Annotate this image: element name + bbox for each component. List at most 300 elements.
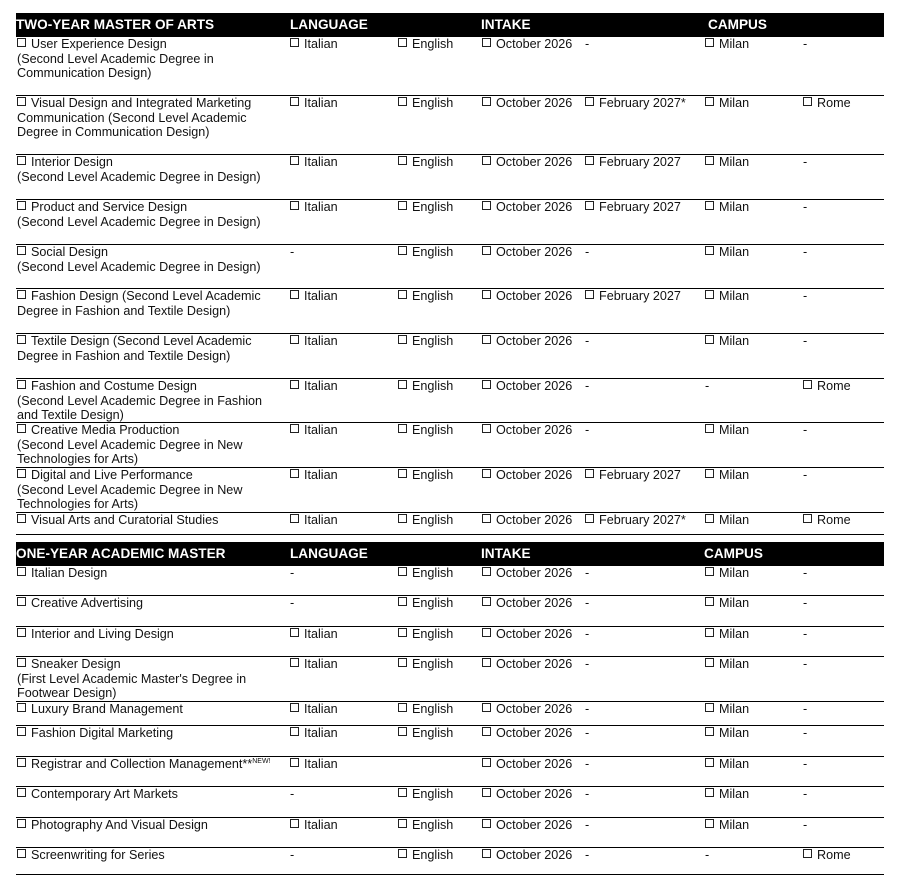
programme-checkbox[interactable]: [17, 727, 26, 736]
cell-campus2: [803, 627, 807, 642]
cell-intake2: [585, 596, 589, 611]
programme-title: Italian Design: [31, 566, 108, 580]
intake2-checkbox[interactable]: [585, 469, 594, 478]
header-language: LANGUAGE: [290, 17, 368, 32]
campus1-checkbox[interactable]: [705, 156, 714, 165]
cell-italian: [290, 334, 338, 349]
campus1-label: -: [705, 848, 710, 862]
campus1-checkbox[interactable]: [705, 469, 714, 478]
italian-checkbox[interactable]: [290, 201, 299, 210]
english-checkbox[interactable]: [398, 819, 407, 828]
intake2-checkbox[interactable]: [585, 514, 594, 523]
campus2-checkbox[interactable]: [803, 380, 812, 389]
campus1-checkbox[interactable]: [705, 703, 714, 712]
programme-name: [17, 818, 279, 833]
intake2-label: -: [585, 334, 590, 348]
intake2-label: -: [585, 657, 590, 671]
cell-intake1: [482, 96, 572, 111]
italian-label: Italian: [304, 702, 338, 716]
intake1-checkbox[interactable]: [482, 788, 491, 797]
intake1-label: October 2026: [496, 818, 573, 832]
campus2-label: -: [803, 289, 808, 303]
cell-italian: [290, 245, 294, 260]
programme-title: Luxury Brand Management: [31, 702, 183, 716]
intake1-checkbox[interactable]: [482, 758, 491, 767]
campus1-label: Milan: [719, 757, 750, 771]
cell-campus1: [705, 423, 749, 438]
campus1-checkbox[interactable]: [705, 819, 714, 828]
italian-label: Italian: [304, 423, 338, 437]
programme-subtitle-line: Communication (Second Level Academic: [17, 110, 247, 125]
intake2-checkbox[interactable]: [585, 290, 594, 299]
programme-checkbox[interactable]: [17, 758, 26, 767]
programme-checkbox[interactable]: [17, 97, 26, 106]
campus2-label: Rome: [817, 96, 851, 110]
italian-label: Italian: [304, 37, 338, 51]
italian-label: Italian: [304, 334, 338, 348]
english-label: English: [412, 818, 454, 832]
campus2-label: -: [803, 468, 808, 482]
cell-intake2: [585, 200, 681, 215]
intake1-checkbox[interactable]: [482, 469, 491, 478]
programme-checkbox[interactable]: [17, 156, 26, 165]
cell-campus1: [705, 289, 749, 304]
italian-label: -: [290, 596, 295, 610]
english-checkbox[interactable]: [398, 424, 407, 433]
campus2-label: -: [803, 334, 808, 348]
intake2-label: -: [585, 848, 590, 862]
cell-italian: [290, 596, 294, 611]
english-checkbox[interactable]: [398, 290, 407, 299]
header-title: ONE-YEAR ACADEMIC MASTER: [16, 546, 226, 561]
programme-name: [17, 757, 279, 772]
cell-campus2: [803, 726, 807, 741]
intake1-checkbox[interactable]: [482, 727, 491, 736]
programme-subtitle-line: (Second Level Academic Degree in Design): [17, 214, 261, 229]
cell-intake1: [482, 245, 572, 260]
cell-intake1: [482, 702, 572, 717]
italian-checkbox[interactable]: [290, 703, 299, 712]
intake1-checkbox[interactable]: [482, 246, 491, 255]
campus1-label: Milan: [719, 289, 750, 303]
programme-title: Fashion Design (Second Level Academic: [31, 289, 261, 303]
programme-checkbox[interactable]: [17, 788, 26, 797]
cell-campus1: [705, 596, 749, 611]
programme-checkbox[interactable]: [17, 201, 26, 210]
programme-checkbox[interactable]: [17, 514, 26, 523]
cell-intake1: [482, 848, 572, 863]
campus1-checkbox[interactable]: [705, 758, 714, 767]
cell-intake1: [482, 334, 572, 349]
table-row: [16, 37, 884, 96]
programme-title: Social Design: [31, 245, 109, 259]
italian-checkbox[interactable]: [290, 727, 299, 736]
programme-name: [17, 200, 279, 229]
english-label: English: [412, 513, 454, 527]
cell-campus1: [705, 848, 709, 863]
english-label: English: [412, 787, 454, 801]
cell-campus2: [803, 702, 807, 717]
intake1-checkbox[interactable]: [482, 38, 491, 47]
cell-intake1: [482, 566, 572, 581]
intake2-label: -: [585, 423, 590, 437]
cell-english: [398, 627, 453, 642]
cell-english: [398, 468, 453, 483]
english-label: English: [412, 289, 454, 303]
cell-campus2: [803, 657, 807, 672]
campus1-checkbox[interactable]: [705, 335, 714, 344]
italian-label: Italian: [304, 657, 338, 671]
cell-intake2: [585, 96, 686, 111]
campus2-label: -: [803, 627, 808, 641]
intake1-label: October 2026: [496, 787, 573, 801]
cell-intake1: [482, 596, 572, 611]
cell-intake2: [585, 627, 589, 642]
programme-checkbox[interactable]: [17, 658, 26, 667]
intake2-label: February 2027: [599, 289, 681, 303]
italian-label: -: [290, 245, 295, 259]
english-label: English: [412, 468, 454, 482]
programme-title: Product and Service Design: [31, 200, 188, 214]
cell-campus2: [803, 566, 807, 581]
campus1-checkbox[interactable]: [705, 246, 714, 255]
campus2-label: -: [803, 657, 808, 671]
italian-checkbox[interactable]: [290, 819, 299, 828]
italian-label: Italian: [304, 379, 338, 393]
italian-checkbox[interactable]: [290, 758, 299, 767]
cell-campus2: [803, 245, 807, 260]
programme-title: Sneaker Design: [31, 657, 121, 671]
cell-campus2: [803, 848, 851, 863]
cell-campus1: [705, 379, 709, 394]
italian-checkbox[interactable]: [290, 380, 299, 389]
intake1-checkbox[interactable]: [482, 380, 491, 389]
campus1-checkbox[interactable]: [705, 201, 714, 210]
intake2-label: -: [585, 726, 590, 740]
campus2-label: -: [803, 566, 808, 580]
cell-campus1: [705, 566, 749, 581]
italian-checkbox[interactable]: [290, 628, 299, 637]
intake2-checkbox[interactable]: [585, 97, 594, 106]
campus2-label: -: [803, 596, 808, 610]
table-row: [16, 245, 884, 289]
campus1-label: Milan: [719, 566, 750, 580]
programme-name: [17, 596, 279, 611]
intake1-label: October 2026: [496, 596, 573, 610]
english-label: English: [412, 379, 454, 393]
programme-checkbox[interactable]: [17, 469, 26, 478]
campus1-checkbox[interactable]: [705, 290, 714, 299]
table-row: [16, 757, 884, 787]
programme-title: User Experience Design: [31, 37, 167, 51]
programme-checkbox[interactable]: [17, 628, 26, 637]
english-label: English: [412, 566, 454, 580]
intake1-label: October 2026: [496, 566, 573, 580]
cell-intake1: [482, 37, 572, 52]
programme-checkbox[interactable]: [17, 246, 26, 255]
programme-subtitle-line: Technologies for Arts): [17, 497, 139, 511]
intake1-checkbox[interactable]: [482, 97, 491, 106]
italian-checkbox[interactable]: [290, 658, 299, 667]
cell-english: [398, 245, 453, 260]
intake1-checkbox[interactable]: [482, 849, 491, 858]
cell-campus2: [803, 818, 807, 833]
cell-english: [398, 379, 453, 394]
cell-intake2: [585, 566, 589, 581]
campus1-checkbox[interactable]: [705, 727, 714, 736]
intake2-label: February 2027: [599, 155, 681, 169]
cell-campus1: [705, 818, 749, 833]
english-checkbox[interactable]: [398, 567, 407, 576]
campus1-label: Milan: [719, 702, 750, 716]
english-checkbox[interactable]: [398, 380, 407, 389]
header-intake: INTAKE: [481, 17, 531, 32]
header-campus: CAMPUS: [708, 17, 767, 32]
cell-intake2: [585, 726, 589, 741]
english-label: English: [412, 423, 454, 437]
english-checkbox[interactable]: [398, 703, 407, 712]
intake1-label: October 2026: [496, 200, 573, 214]
campus1-checkbox[interactable]: [705, 38, 714, 47]
intake2-label: -: [585, 702, 590, 716]
cell-campus1: [705, 657, 749, 672]
programme-title: Visual Design and Integrated Marketing: [31, 96, 252, 110]
campus2-checkbox[interactable]: [803, 97, 812, 106]
english-label: English: [412, 702, 454, 716]
programme-checkbox[interactable]: [17, 819, 26, 828]
campus2-label: -: [803, 757, 808, 771]
intake2-label: -: [585, 757, 590, 771]
programme-subtitle-line: (Second Level Academic Degree in: [17, 51, 214, 66]
intake1-checkbox[interactable]: [482, 597, 491, 606]
campus1-checkbox[interactable]: [705, 567, 714, 576]
campus2-checkbox[interactable]: [803, 514, 812, 523]
cell-intake1: [482, 379, 572, 394]
programme-checkbox[interactable]: [17, 38, 26, 47]
programme-checkbox[interactable]: [17, 424, 26, 433]
cell-campus1: [705, 37, 749, 52]
cell-campus1: [705, 468, 749, 483]
english-label: English: [412, 96, 454, 110]
cell-italian: [290, 657, 338, 672]
table-row: [16, 787, 884, 818]
campus1-checkbox[interactable]: [705, 658, 714, 667]
intake2-label: -: [585, 379, 590, 393]
campus1-checkbox[interactable]: [705, 424, 714, 433]
intake1-checkbox[interactable]: [482, 201, 491, 210]
campus1-label: Milan: [719, 596, 750, 610]
intake2-label: -: [585, 566, 590, 580]
intake2-label: -: [585, 37, 590, 51]
programme-subtitle-line: Degree in Communication Design): [17, 125, 210, 139]
programme-subtitle-line: (Second Level Academic Degree in New: [17, 482, 243, 497]
cell-campus1: [705, 334, 749, 349]
programme-checkbox[interactable]: [17, 290, 26, 299]
intake1-label: October 2026: [496, 468, 573, 482]
header-language: LANGUAGE: [290, 546, 368, 561]
campus1-label: Milan: [719, 818, 750, 832]
cell-campus1: [705, 96, 749, 111]
intake1-checkbox[interactable]: [482, 514, 491, 523]
programme-subtitle-line: (Second Level Academic Degree in Design): [17, 259, 261, 274]
cell-italian: [290, 37, 338, 52]
intake1-checkbox[interactable]: [482, 819, 491, 828]
italian-checkbox[interactable]: [290, 97, 299, 106]
cell-campus1: [705, 627, 749, 642]
cell-english: [398, 848, 453, 863]
intake1-checkbox[interactable]: [482, 156, 491, 165]
programme-name: [17, 726, 279, 741]
header-title: TWO-YEAR MASTER OF ARTS: [16, 17, 215, 32]
italian-checkbox[interactable]: [290, 38, 299, 47]
english-checkbox[interactable]: [398, 469, 407, 478]
programme-title: Digital and Live Performance: [31, 468, 193, 482]
cell-intake1: [482, 818, 572, 833]
campus1-checkbox[interactable]: [705, 97, 714, 106]
campus2-label: -: [803, 245, 808, 259]
campus1-checkbox[interactable]: [705, 597, 714, 606]
campus2-checkbox[interactable]: [803, 849, 812, 858]
programme-title: Screenwriting for Series: [31, 848, 165, 862]
programme-subtitle-line: (Second Level Academic Degree in Design): [17, 169, 261, 184]
english-checkbox[interactable]: [398, 788, 407, 797]
campus1-label: Milan: [719, 155, 750, 169]
programme-name: [17, 702, 279, 717]
english-checkbox[interactable]: [398, 38, 407, 47]
italian-checkbox[interactable]: [290, 290, 299, 299]
campus2-label: -: [803, 423, 808, 437]
new-badge: NEW!: [252, 757, 271, 765]
programme-checkbox[interactable]: [17, 703, 26, 712]
programme-title: Interior and Living Design: [31, 627, 174, 641]
programme-checkbox[interactable]: [17, 597, 26, 606]
intake2-checkbox[interactable]: [585, 156, 594, 165]
cell-italian: [290, 757, 338, 772]
intake2-checkbox[interactable]: [585, 201, 594, 210]
intake1-checkbox[interactable]: [482, 703, 491, 712]
intake1-label: October 2026: [496, 757, 573, 771]
programme-name: [17, 379, 279, 423]
english-checkbox[interactable]: [398, 156, 407, 165]
italian-label: Italian: [304, 96, 338, 110]
cell-english: [398, 787, 453, 802]
cell-intake2: [585, 245, 589, 260]
programme-subtitle-line: Technologies for Arts): [17, 452, 139, 466]
italian-checkbox[interactable]: [290, 335, 299, 344]
intake1-checkbox[interactable]: [482, 424, 491, 433]
cell-campus2: [803, 96, 851, 111]
italian-label: Italian: [304, 627, 338, 641]
programme-subtitle-line: (Second Level Academic Degree in New: [17, 437, 243, 452]
cell-english: [398, 37, 453, 52]
intake1-label: October 2026: [496, 96, 573, 110]
campus2-label: -: [803, 726, 808, 740]
english-checkbox[interactable]: [398, 246, 407, 255]
cell-intake2: [585, 818, 589, 833]
cell-intake2: [585, 423, 589, 438]
intake2-label: -: [585, 818, 590, 832]
italian-label: -: [290, 787, 295, 801]
cell-intake2: [585, 289, 681, 304]
english-checkbox[interactable]: [398, 514, 407, 523]
programme-title: Creative Advertising: [31, 596, 143, 610]
italian-checkbox[interactable]: [290, 424, 299, 433]
italian-checkbox[interactable]: [290, 469, 299, 478]
cell-italian: [290, 468, 338, 483]
english-checkbox[interactable]: [398, 597, 407, 606]
english-checkbox[interactable]: [398, 97, 407, 106]
english-checkbox[interactable]: [398, 658, 407, 667]
cell-campus1: [705, 155, 749, 170]
cell-english: [398, 155, 453, 170]
cell-campus1: [705, 787, 749, 802]
intake1-label: October 2026: [496, 513, 573, 527]
english-checkbox[interactable]: [398, 628, 407, 637]
campus1-checkbox[interactable]: [705, 628, 714, 637]
italian-label: Italian: [304, 818, 338, 832]
programme-name: [17, 513, 279, 528]
programme-checkbox[interactable]: [17, 567, 26, 576]
intake1-label: October 2026: [496, 37, 573, 51]
cell-english: [398, 818, 453, 833]
programme-checkbox[interactable]: [17, 380, 26, 389]
campus2-label: Rome: [817, 379, 851, 393]
table-row: [16, 513, 884, 535]
programme-subtitle-line: Footwear Design): [17, 686, 117, 700]
intake2-label: February 2027*: [599, 513, 686, 527]
italian-label: Italian: [304, 289, 338, 303]
campus1-checkbox[interactable]: [705, 514, 714, 523]
english-label: English: [412, 155, 454, 169]
cell-campus1: [705, 245, 749, 260]
cell-campus2: [803, 787, 807, 802]
intake1-checkbox[interactable]: [482, 658, 491, 667]
cell-intake1: [482, 513, 572, 528]
cell-intake2: [585, 657, 589, 672]
cell-intake1: [482, 726, 572, 741]
italian-checkbox[interactable]: [290, 514, 299, 523]
campus1-label: Milan: [719, 37, 750, 51]
cell-italian: [290, 848, 294, 863]
cell-campus1: [705, 726, 749, 741]
intake1-checkbox[interactable]: [482, 628, 491, 637]
italian-checkbox[interactable]: [290, 156, 299, 165]
programme-checkbox[interactable]: [17, 335, 26, 344]
programme-name: [17, 155, 279, 184]
cell-italian: [290, 726, 338, 741]
english-label: English: [412, 627, 454, 641]
english-checkbox[interactable]: [398, 727, 407, 736]
programme-name: [17, 657, 279, 701]
english-label: English: [412, 596, 454, 610]
english-checkbox[interactable]: [398, 335, 407, 344]
intake1-checkbox[interactable]: [482, 290, 491, 299]
programme-subtitle-line: (First Level Academic Master's Degree in: [17, 671, 247, 686]
intake1-checkbox[interactable]: [482, 335, 491, 344]
campus1-checkbox[interactable]: [705, 788, 714, 797]
campus1-label: Milan: [719, 787, 750, 801]
intake1-label: October 2026: [496, 155, 573, 169]
programme-name: [17, 787, 279, 802]
intake1-label: October 2026: [496, 334, 573, 348]
cell-campus2: [803, 155, 807, 170]
intake1-checkbox[interactable]: [482, 567, 491, 576]
english-checkbox[interactable]: [398, 201, 407, 210]
english-checkbox[interactable]: [398, 849, 407, 858]
programme-checkbox[interactable]: [17, 849, 26, 858]
italian-label: -: [290, 566, 295, 580]
intake2-label: -: [585, 787, 590, 801]
